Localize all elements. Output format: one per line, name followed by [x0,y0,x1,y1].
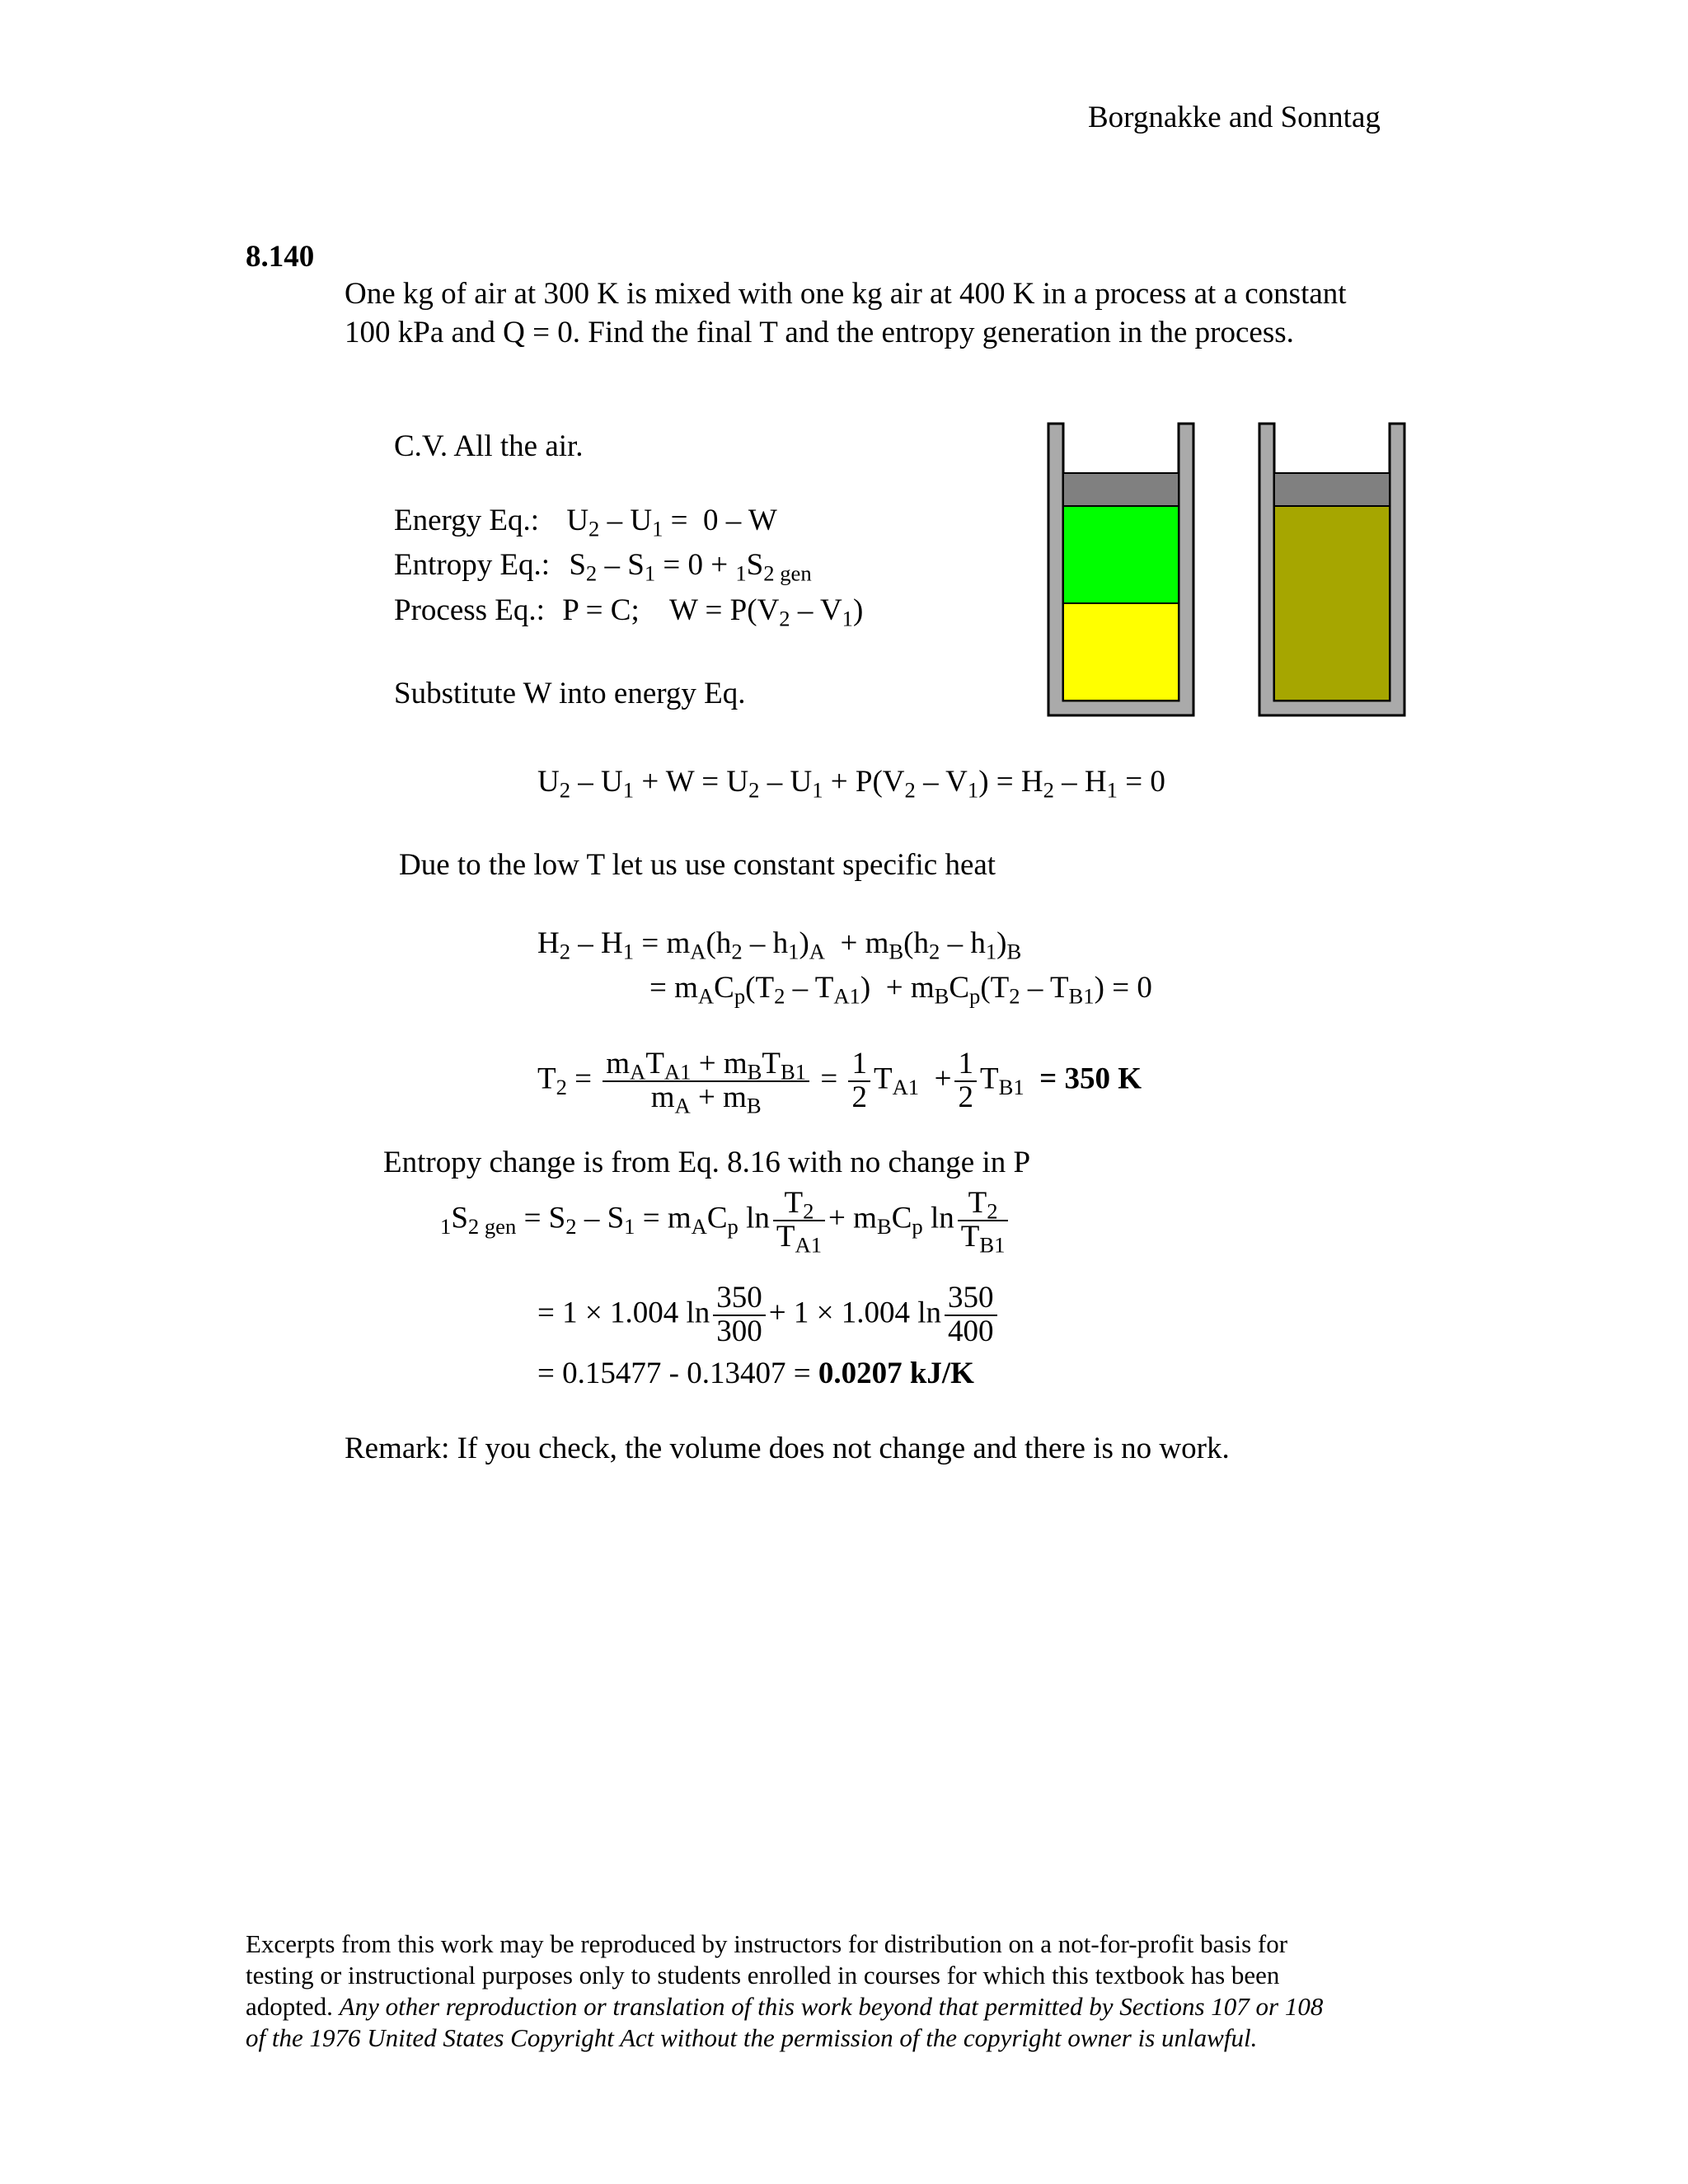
t2-fraction: $\frac{m_AT_{A1} + m_BT_{B1}}{m_A + m_B}$ [603,1048,809,1114]
control-volume-text: C.V. All the air. [394,429,584,463]
footer-line1: Excerpts from this work may be reproduced by instructors for distribution on a not-for-profit basis for [246,1929,1288,1958]
low-t-text: Due to the low T let us use constant specific heat [399,848,996,882]
substitute-text: Substitute W into energy Eq. [394,677,746,710]
gas-b-region [1063,603,1179,701]
enthalpy-balance-line1: $H_2 - H_1 = m_A(h_2 - h_1)_A + m_B(h_2 - h_1)_B$ [537,926,1022,964]
header-authors: Borgnakke and Sonntag [1088,101,1381,134]
footer-line4-italic: of the 1976 United States Copyright Act without the permission of the copyright owner is unlawful. [246,2023,1258,2052]
cylinder-before-mixing [1048,424,1193,715]
gas-a-region [1063,506,1179,603]
entropy-generation-equation: $_1S_{2 gen} = S_2 - S_1 = m_AC_p$ ln $\frac{T_2}{T_{A1}}$ + $m_BC_p$ ln $\frac{T_2}{T_{B1}}$ [440,1188,1011,1254]
copyright-footer [246,1929,1416,2054]
problem-statement-line1: One kg of air at 300 K is mixed with one kg air at 400 K in a process at a constant [345,277,1347,311]
mixture-region [1274,506,1390,701]
piston-cylinder-diagram [1047,422,1414,727]
entropy-generation-result: 0.0207 kJ/K [818,1357,974,1390]
entropy-numeric-substitution: = 1 × 1.004 ln $\frac{350}{300}$ + 1 × 1.004 ln $\frac{350}{400}$ [537,1282,1001,1348]
enthalpy-balance-line2: = $m_AC_p(T_2 - T_{A1}) + m_BC_p(T_2 - T_{B1}) = 0$ [649,971,1152,1009]
remark-text: Remark: If you check, the volume does not change and there is no work. [345,1432,1230,1465]
entropy-equation: Entropy Eq.: $S_2 - S_1 = 0 + _1S_{2 gen}$ [394,548,812,586]
energy-eq-label: Energy Eq.: [394,504,540,537]
problem-statement-line2: 100 kPa and Q = 0. Find the final T and the entropy generation in the process. [345,316,1294,349]
enthalpy-identity: $U_2 - U_1 + W = U_2 - U_1 + P(V_2 - V_1) = H_2 - H_1 = 0$ [537,765,1165,803]
footer-line3-italic: Any other reproduction or translation of this work beyond that permitted by Sections 107 or 108 [339,1992,1324,2021]
entropy-numbers: = 0.15477 - 0.13407 = [537,1357,811,1390]
process-eq-label: Process Eq.: [394,593,545,627]
entropy-eq-label: Entropy Eq.: [394,548,551,582]
t2-equation: $T_2$ = $\frac{m_AT_{A1} + m_BT_{B1}}{m_A + m_B}$ = $\frac{1}{2}$ $T_{A1}$ + $\frac{1}{2}$ $T_{B1} = 350$ K [537,1047,1142,1118]
cylinder-after-mixing [1259,424,1404,715]
t2-result: = 350 K [1039,1062,1142,1096]
footer-line3-plain: adopted. [246,1992,333,2021]
energy-equation: Energy Eq.: $U_2 - U_1 = 0 - W$ [394,504,777,541]
entropy-change-text: Entropy change is from Eq. 8.16 with no change in P [383,1146,1031,1179]
problem-number: 8.140 [246,240,315,274]
footer-line2: testing or instructional purposes only to students enrolled in courses for which this textbook has been [246,1961,1280,1990]
process-equation: Process Eq.: P = C; $W = P(V_2 - V_1)$ [394,593,864,631]
piston-left [1063,473,1179,506]
entropy-result-line [537,1358,974,1389]
piston-right [1274,473,1390,506]
